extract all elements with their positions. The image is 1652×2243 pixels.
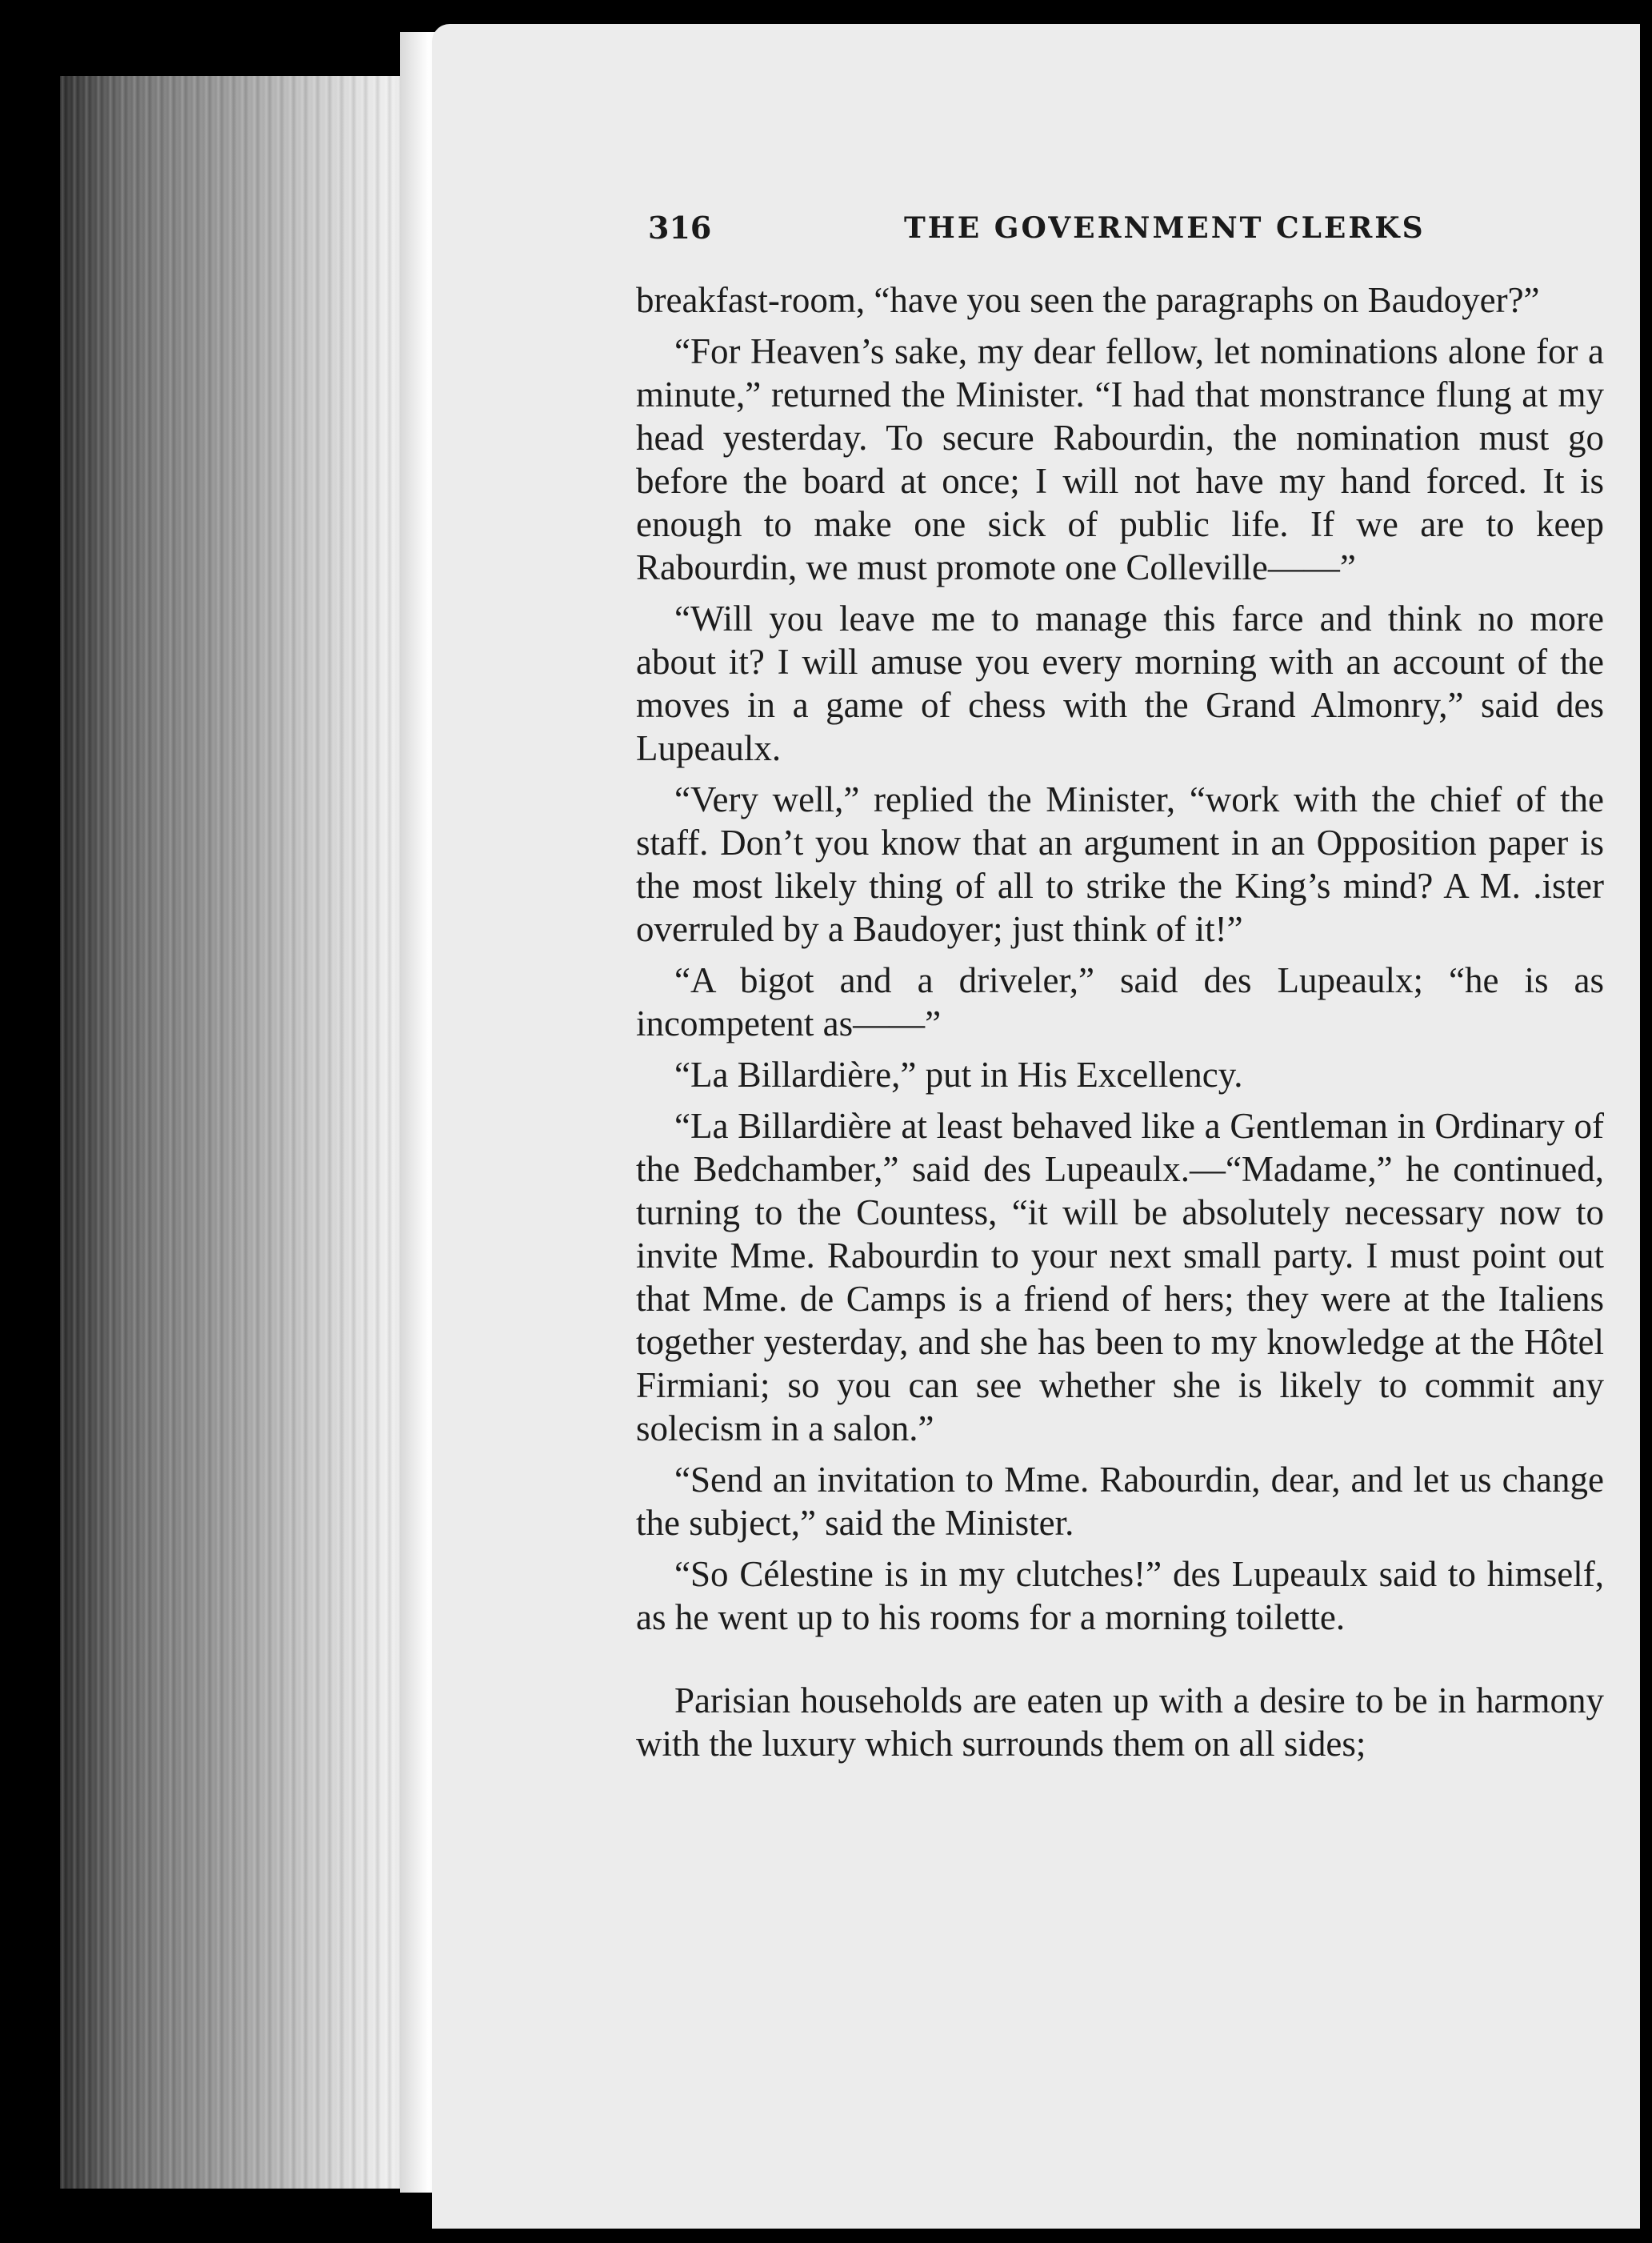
body-text xyxy=(636,278,1604,1773)
page-header xyxy=(648,210,1608,258)
paragraph: “A bigot and a driveler,” said des Lupeaulx; “he is as incompetent as——” xyxy=(636,960,1604,1043)
paragraph: “Will you leave me to manage this farce and think no more about it? I will amuse you every morning with an account of the moves in a game of chess with the Grand Almonry,” said des Lupeaulx. xyxy=(636,599,1604,768)
running-title: THE GOVERNMENT CLERKS xyxy=(904,211,1426,245)
paragraph: “Send an invitation to Mme. Rabourdin, dear, and let us change the subject,” said the Minister. xyxy=(636,1460,1604,1543)
paragraph: “So Célestine is in my clutches!” des Lupeaulx said to himself, as he went up to his rooms for a morning toilette. xyxy=(636,1554,1604,1637)
book-spine xyxy=(60,76,436,2189)
paragraph: breakfast-room, “have you seen the paragraphs on Baudoyer?” xyxy=(636,280,1540,320)
paragraph: “For Heaven’s sake, my dear fellow, let nominations alone for a minute,” returned the Minister. “I had that monstrance flung at my head yesterday. To secure Rabourdin, the nomination must go before the board at once; I will not have my hand forced. It is enough to make one sick of public life. If we are to keep Rabourdin, we must promote one Colleville——” xyxy=(636,331,1604,587)
book-page xyxy=(432,24,1640,2229)
paragraph: “La Billardière,” put in His Excellency. xyxy=(674,1055,1243,1095)
paragraph: “Very well,” replied the Minister, “work with the chief of the staff. Don’t you know that an argument in an Opposition paper is the most likely thing of all to strike the King’s mind? A M. .ister overruled by a Baudoyer; just think of it!” xyxy=(636,779,1604,949)
page-number: 316 xyxy=(648,210,712,246)
paragraph: Parisian households are eaten up with a desire to be in harmony with the luxury which surrounds them on all sides; xyxy=(636,1680,1604,1764)
paragraph: “La Billardière at least behaved like a Gentleman in Ordinary of the Bedchamber,” said des Lupeaulx.—“Madame,” he continued, turning to the Countess, “it will be absolutely necessary now to invite Mme. Rabourdin to your next small party. I must point out that Mme. de Camps is a friend of hers; they were at the Italiens together yesterday, and she has been to my knowledge at the Hôtel Firmiani; so you can see whether she is likely to commit any solecism in a salon.” xyxy=(636,1106,1604,1448)
